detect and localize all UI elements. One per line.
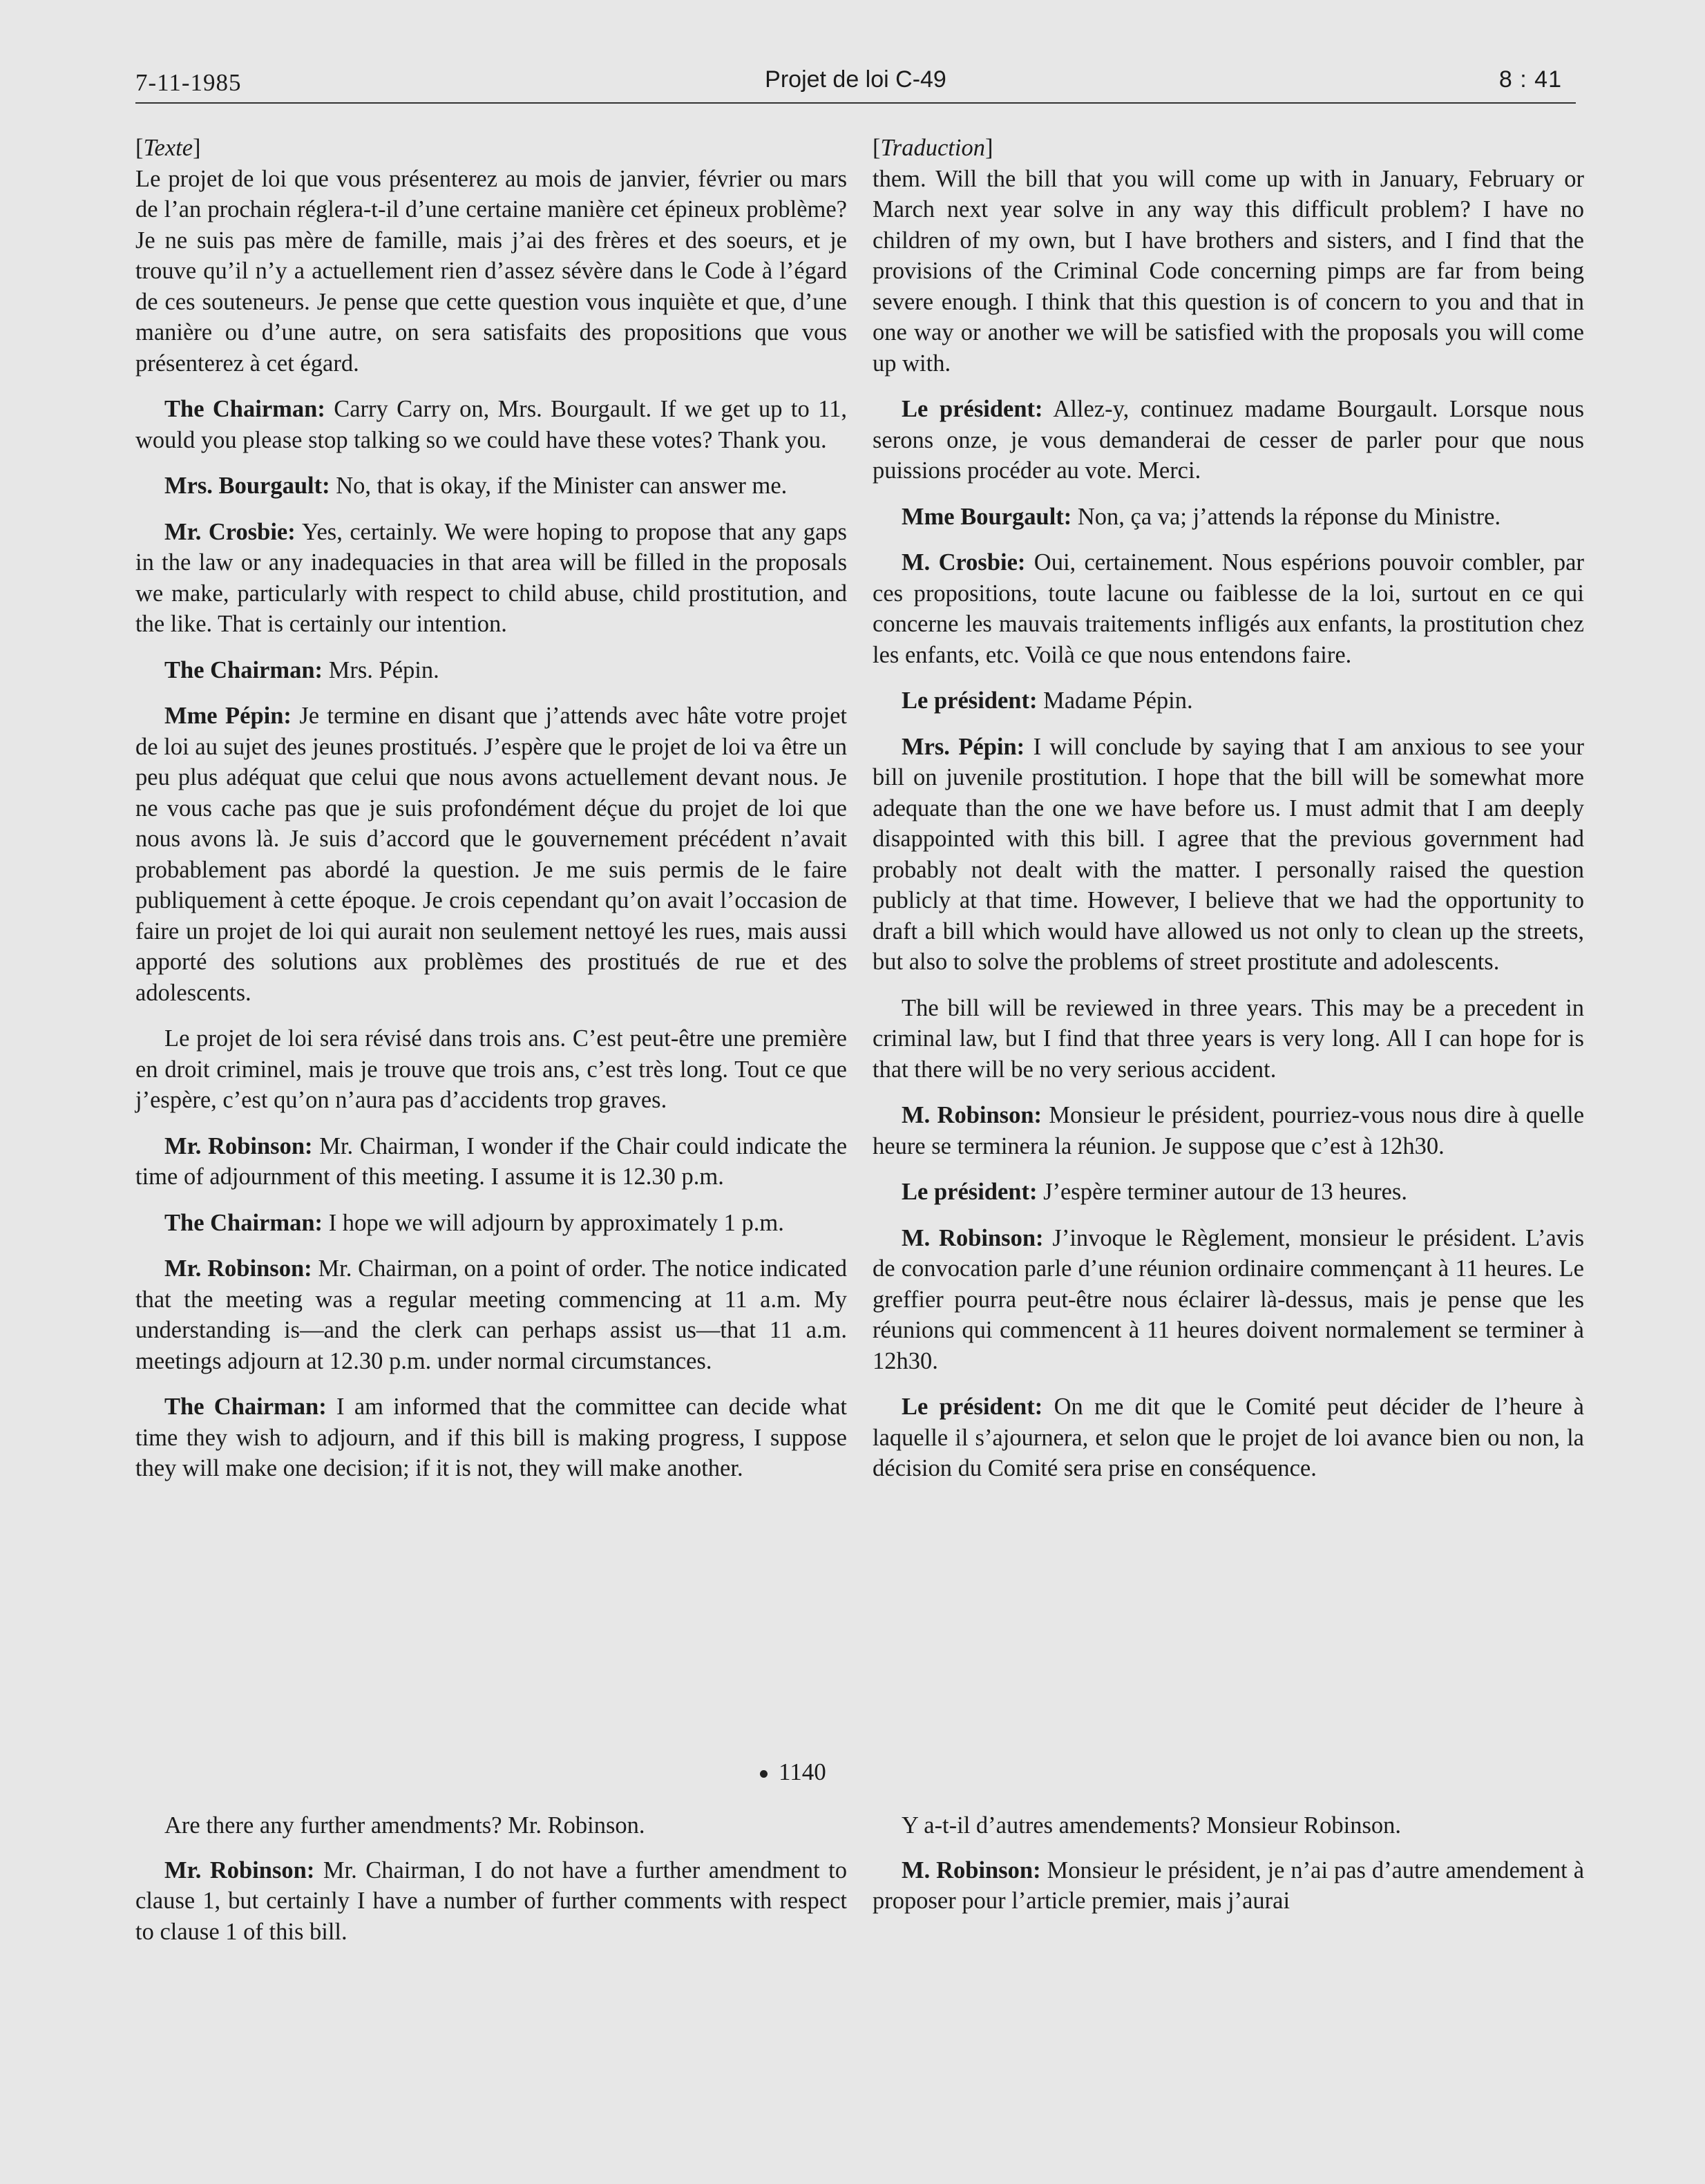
left-paragraphs (135, 164, 847, 1484)
paragraph-text: Monsieur le président, je n’ai pas d’autre amendement à proposer pour l’article premier, mais j’aurai (873, 1857, 1585, 1914)
time-marker-text: 1140 (779, 1758, 826, 1785)
right-paragraphs (873, 164, 1584, 1484)
speaker-name: Le président: (902, 687, 1038, 714)
section-label-texte: [Texte] (135, 135, 201, 161)
transcript-paragraph (135, 164, 847, 379)
transcript-paragraph (135, 1023, 847, 1116)
speaker-name: M. Crosbie: (902, 549, 1026, 576)
transcript-paragraph (873, 993, 1584, 1085)
speaker-name: Mrs. Bourgault: (164, 473, 330, 499)
transcript-paragraph (135, 701, 847, 1008)
speaker-name: The Chairman: (164, 1394, 327, 1420)
speaker-name: Mrs. Pépin: (902, 733, 1025, 760)
speaker-name: Le président: (902, 1179, 1038, 1205)
paragraph-text: Carry Carry on, Mrs. Bourgault. If we get up to 11, would you please stop talking so we could have these votes? Thank you. (135, 396, 847, 453)
paragraph-text: Monsieur le président, pourriez-vous nous dire à quelle heure se terminera la réunion. Je suppose que c’est à 12h30. (873, 1102, 1585, 1159)
paragraph-text: The bill will be reviewed in three years. This may be a precedent in criminal law, but I find that three years is very long. All I can hope for is that there will be no very serious accident. (873, 994, 1584, 1083)
speaker-name: M. Robinson: (902, 1857, 1041, 1883)
transcript-paragraph (135, 471, 847, 502)
time-marker (760, 1758, 826, 1786)
paragraph-text: Mrs. Pépin. (328, 656, 439, 683)
speaker-name: The Chairman: (164, 396, 325, 422)
left-tail (135, 1810, 847, 1961)
paragraph-text: Oui, certainement. Nous espérions pouvoir combler, par ces propositions, toute lacune ou faiblesse de la loi, surtout en ce qui concerne les mauvais traitements infligés aux enfants, la prostitution chez les enfants, etc. Voilà ce que nous entendons faire. (873, 549, 1584, 668)
transcript-paragraph (873, 1100, 1584, 1161)
transcript-paragraph (135, 655, 847, 686)
transcript-paragraph (135, 1131, 847, 1193)
paragraph-text: Allez-y, continuez madame Bourgault. Lorsque nous serons onze, je vous demanderai de cesser de parler pour que nous puissions procéder au vote. Merci. (873, 396, 1584, 484)
right-column (873, 133, 1584, 1499)
right-tail (873, 1810, 1584, 1930)
page-header (135, 59, 1576, 104)
header-title: Projet de loi C-49 (765, 66, 946, 93)
header-page-ref: 8 : 41 (1498, 66, 1562, 93)
speaker-name: Le président: (902, 396, 1043, 422)
speaker-name: Le président: (902, 1394, 1043, 1420)
transcript-paragraph (873, 164, 1584, 379)
transcript-paragraph (873, 732, 1584, 978)
speaker-name: The Chairman: (164, 1209, 323, 1236)
transcript-paragraph (873, 685, 1584, 716)
paragraph-text: Mr. Chairman, on a point of order. The notice indicated that the meeting was a regular meeting commencing at 11 a.m. My understanding is—and the clerk can perhaps assist us—that 11 a.m. meetings adjourn at 12.30 p.m. under normal circumstances. (135, 1255, 848, 1374)
transcript-paragraph (135, 1810, 847, 1841)
paragraph-text: Non, ça va; j’attends la réponse du Ministre. (1077, 503, 1501, 530)
paragraph-text: Madame Pépin. (1043, 687, 1193, 714)
left-column (135, 133, 847, 1499)
speaker-name: Mr. Crosbie: (164, 518, 296, 545)
transcript-paragraph (873, 1810, 1584, 1841)
transcript-paragraph (135, 1392, 847, 1484)
transcript-paragraph (873, 547, 1584, 670)
speaker-name: Mme Bourgault: (902, 503, 1072, 530)
transcript-paragraph (135, 1253, 847, 1376)
transcript-paragraph (873, 394, 1584, 486)
paragraph-text: Yes, certainly. We were hoping to propose that any gaps in the law or any inadequacies in that area will be filled in the proposals we make, particularly with respect to child abuse, child prostitution, and the like. That is certainly our intention. (135, 518, 847, 637)
paragraph-text: No, that is okay, if the Minister can answer me. (336, 473, 788, 499)
paragraph-text: Le projet de loi sera révisé dans trois ans. C’est peut-être une première en droit criminel, mais je trouve que trois ans, c’est très long. Tout ce que j’espère, c’est qu’on n’aura pas d’accidents trop graves. (135, 1025, 847, 1113)
speaker-name: Mr. Robinson: (164, 1132, 313, 1159)
paragraph-text: J’espère terminer autour de 13 heures. (1043, 1179, 1407, 1205)
speaker-name: Mr. Robinson: (164, 1857, 315, 1883)
speaker-name: M. Robinson: (902, 1224, 1044, 1251)
paragraph-text: I will conclude by saying that I am anxious to see your bill on juvenile prostitution. I hope that the bill will be somewhat more adequate than the one we have before us. I must admit that I am deeply disappointed with this bill. I agree that the previous government had probably not dealt with the matter. I personally raised the question publicly at that time. However, I believe that we had the opportunity to draft a bill which would have allowed us not only to clean up the streets, but also to solve the problems of street prostitute and adolescents. (873, 733, 1585, 975)
paragraph-text: them. Will the bill that you will come up with in January, February or March next year solve in any way this difficult problem? I have no children of my own, but I have brothers and sisters, and I find that the provisions of the Criminal Code concerning pimps are far from being severe enough. I think that this question is of concern to you and that in one way or another we will be satisfied with the proposals you will come up with. (873, 165, 1584, 377)
paragraph-text: Are there any further amendments? Mr. Robinson. (164, 1812, 645, 1839)
paragraph-text: I am informed that the committee can decide what time they wish to adjourn, and if this bill is making progress, I suppose they will make one decision; if it is not, they will make another. (135, 1394, 848, 1481)
bullet-icon (760, 1770, 768, 1778)
paragraph-text: Mr. Chairman, I do not have a further amendment to clause 1, but certainly I have a number of further comments with respect to clause 1 of this bill. (135, 1857, 847, 1945)
paragraph-text: Y a-t-il d’autres amendements? Monsieur Robinson. (902, 1812, 1402, 1839)
header-date: 7-11-1985 (135, 69, 242, 96)
section-label-traduction: [Traduction] (873, 135, 993, 161)
transcript-paragraph (135, 517, 847, 640)
speaker-name: M. Robinson: (902, 1102, 1042, 1128)
paragraph-text: J’invoque le Règlement, monsieur le président. L’avis de convocation parle d’une réunion ordinaire commençant à 11 heures. Le greffier pourra peut-être nous éclairer là-dessus, mais je pense que les réunions qui commencent à 11 heures doivent normalement se terminer à 12h30. (873, 1224, 1584, 1374)
speaker-name: Mr. Robinson: (164, 1255, 312, 1282)
paragraph-text: Je termine en disant que j’attends avec hâte votre projet de loi au sujet des jeunes prostitués. J’espère que le projet de loi va être un peu plus adéquat que celui que nous avons actuellement devant nous. Je ne vous cache pas que je suis profondément déçue du projet de loi que nous avons là. Je suis d’accord que le gouvernement précédent n’avait probablement pas abordé la question. Je me suis permis de le faire publiquement à cette époque. Je crois cependant qu’on avait l’occasion de faire un projet de loi qui aurait non seulement nettoyé les rues, mais aussi apporté des solutions aux problèmes des prostitués de rue et des adolescents. (135, 703, 848, 1006)
transcript-paragraph (873, 1223, 1584, 1377)
paragraph-text: Mr. Chairman, I wonder if the Chair could indicate the time of adjournment of this meeting. I assume it is 12.30 p.m. (135, 1132, 848, 1190)
paragraph-text: On me dit que le Comité peut décider de l’heure à laquelle il s’ajournera, et selon que le projet de loi avance bien ou non, la décision du Comité sera prise en conséquence. (873, 1394, 1584, 1481)
speaker-name: Mme Pépin: (164, 703, 292, 729)
paragraph-text: I hope we will adjourn by approximately 1 p.m. (328, 1209, 784, 1236)
speaker-name: The Chairman: (164, 656, 323, 683)
transcript-paragraph (873, 1392, 1584, 1484)
transcript-paragraph (135, 394, 847, 455)
transcript-paragraph (873, 1177, 1584, 1208)
transcript-paragraph (135, 1208, 847, 1239)
transcript-paragraph (873, 1855, 1584, 1917)
paragraph-text: Le projet de loi que vous présenterez au mois de janvier, février ou mars de l’an prochain réglera-t-il d’une certaine manière cet épineux problème? Je ne suis pas mère de famille, mais j’ai des frères et des soeurs, et je trouve qu’il n’y a actuellement rien d’assez sévère dans le Code à l’égard de ces souteneurs. Je pense que cette question vous inquiète et que, d’une manière ou d’une autre, on sera satisfaits des propositions que vous présenterez à cet égard. (135, 165, 847, 377)
transcript-paragraph (873, 502, 1584, 533)
transcript-paragraph (135, 1855, 847, 1948)
